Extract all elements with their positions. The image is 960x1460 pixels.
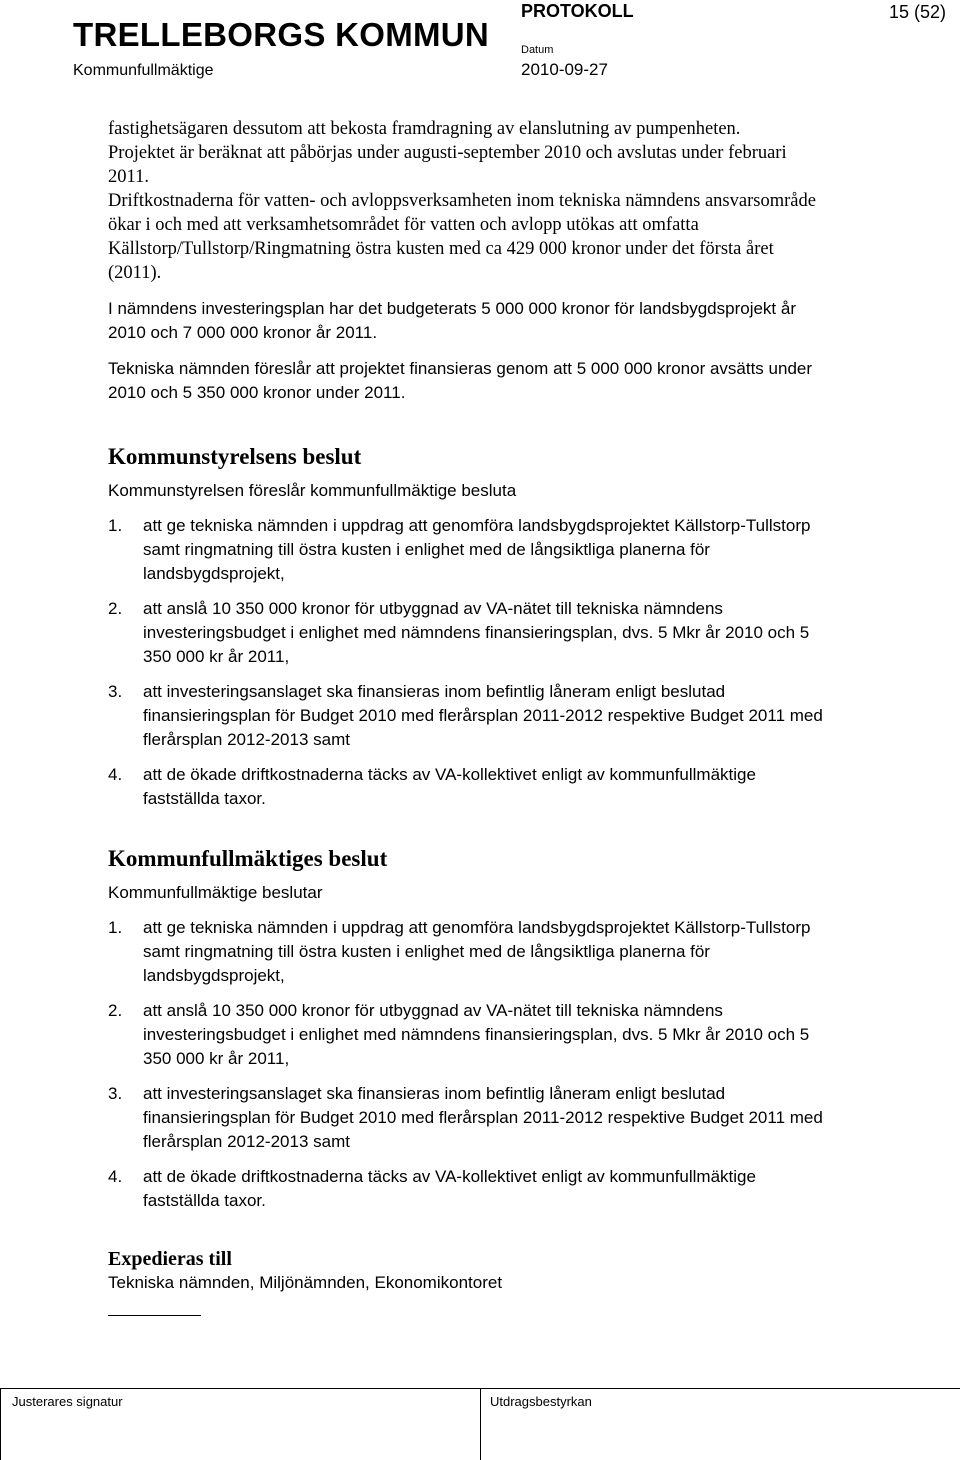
list-number: 3. xyxy=(108,682,123,701)
paragraph-2: Projektet är beräknat att påbörjas under augusti-september 2010 och avslutas under februari 2011. xyxy=(108,143,787,187)
kf-intro: Kommunfullmäktige beslutar xyxy=(108,883,323,902)
list-item xyxy=(108,999,828,1071)
list-item xyxy=(108,1165,828,1213)
date-label: Datum xyxy=(521,44,554,56)
list-number: 1. xyxy=(108,516,123,535)
kf-decision-list xyxy=(108,916,828,1213)
extract-box xyxy=(480,1388,481,1460)
paragraph-4: I nämndens investeringsplan har det budgeterats 5 000 000 kronor för landsbygdsprojekt år 2010 och 7 000 000 kronor år 2011. xyxy=(108,299,796,342)
list-number: 2. xyxy=(108,599,123,618)
list-number: 3. xyxy=(108,1084,123,1103)
list-item xyxy=(108,763,828,811)
list-number: 2. xyxy=(108,1001,123,1020)
short-rule xyxy=(108,1315,201,1316)
list-number: 4. xyxy=(108,765,123,784)
list-item xyxy=(108,916,828,988)
list-text: att ge tekniska nämnden i uppdrag att genomföra landsbygdsprojektet Källstorp-Tullstorp samt ringmatning till östra kusten i enlighet med de långsiktliga planerna för landsbygdsprojekt, xyxy=(143,918,811,985)
list-text: att anslå 10 350 000 kronor för utbyggnad av VA-nätet till tekniska nämndens investeringsbudget i enlighet med nämndens finansieringsplan, dvs. 5 Mkr år 2010 och 5 350 000 kr år 2011, xyxy=(143,599,810,666)
ks-intro: Kommunstyrelsen föreslår kommunfullmäktige besluta xyxy=(108,481,517,500)
doc-type: PROTOKOLL xyxy=(521,1,634,21)
paragraph-3: Driftkostnaderna för vatten- och avloppsverksamheten inom tekniska nämndens ansvarsområde ökar i och med att verksamhetsområdet för vatten och avlopp utökas att omfatta Källstorp/Tullstorp/Ringmatning östra kusten med ca 429 000 kronor under det första året (2011). xyxy=(108,191,816,283)
list-number: 4. xyxy=(108,1167,123,1186)
list-item xyxy=(108,1082,828,1154)
list-item xyxy=(108,514,828,586)
list-item xyxy=(108,597,828,669)
list-text: att investeringsanslaget ska finansieras inom befintlig låneram enligt beslutad finansieringsplan för Budget 2010 med flerårsplan 2011-2012 respektive Budget 2011 med flerårsplan 2012-2013 samt xyxy=(143,1084,823,1151)
page-number: 15 (52) xyxy=(888,2,946,22)
list-text: att de ökade driftkostnaderna täcks av VA-kollektivet enligt av kommunfullmäktige fastställda taxor. xyxy=(143,765,756,808)
document-body xyxy=(108,117,828,1316)
ks-heading: Kommunstyrelsens beslut xyxy=(108,444,362,469)
paragraph-5: Tekniska nämnden föreslår att projektet finansieras genom att 5 000 000 kronor avsätts under 2010 och 5 350 000 kronor under 2011. xyxy=(108,359,813,402)
list-item xyxy=(108,680,828,752)
signature-label: Justerares signatur xyxy=(12,1394,123,1409)
list-text: att anslå 10 350 000 kronor för utbyggnad av VA-nätet till tekniska nämndens investeringsbudget i enlighet med nämndens finansieringsplan, dvs. 5 Mkr år 2010 och 5 350 000 kr år 2011, xyxy=(143,1001,810,1068)
expedieras-heading: Expedieras till xyxy=(108,1248,232,1270)
meeting-date: 2010-09-27 xyxy=(521,60,608,79)
list-text: att investeringsanslaget ska finansieras inom befintlig låneram enligt beslutad finansieringsplan för Budget 2010 med flerårsplan 2011-2012 respektive Budget 2011 med flerårsplan 2012-2013 samt xyxy=(143,682,823,749)
extract-label: Utdragsbestyrkan xyxy=(490,1394,592,1409)
list-number: 1. xyxy=(108,918,123,937)
organization-name: TRELLEBORGS KOMMUN xyxy=(73,16,490,53)
paragraph-1: fastighetsägaren dessutom att bekosta framdragning av elanslutning av pumpenheten. xyxy=(108,119,741,139)
ks-decision-list xyxy=(108,514,828,811)
signature-box xyxy=(0,1388,1,1460)
list-text: att de ökade driftkostnaderna täcks av VA-kollektivet enligt av kommunfullmäktige fastställda taxor. xyxy=(143,1167,756,1210)
kf-heading: Kommunfullmäktiges beslut xyxy=(108,846,388,871)
list-text: att ge tekniska nämnden i uppdrag att genomföra landsbygdsprojektet Källstorp-Tullstorp samt ringmatning till östra kusten i enlighet med de långsiktliga planerna för landsbygdsprojekt, xyxy=(143,516,811,583)
expedieras-recipients: Tekniska nämnden, Miljönämnden, Ekonomikontoret xyxy=(108,1273,503,1292)
body-name: Kommunfullmäktige xyxy=(73,62,214,79)
